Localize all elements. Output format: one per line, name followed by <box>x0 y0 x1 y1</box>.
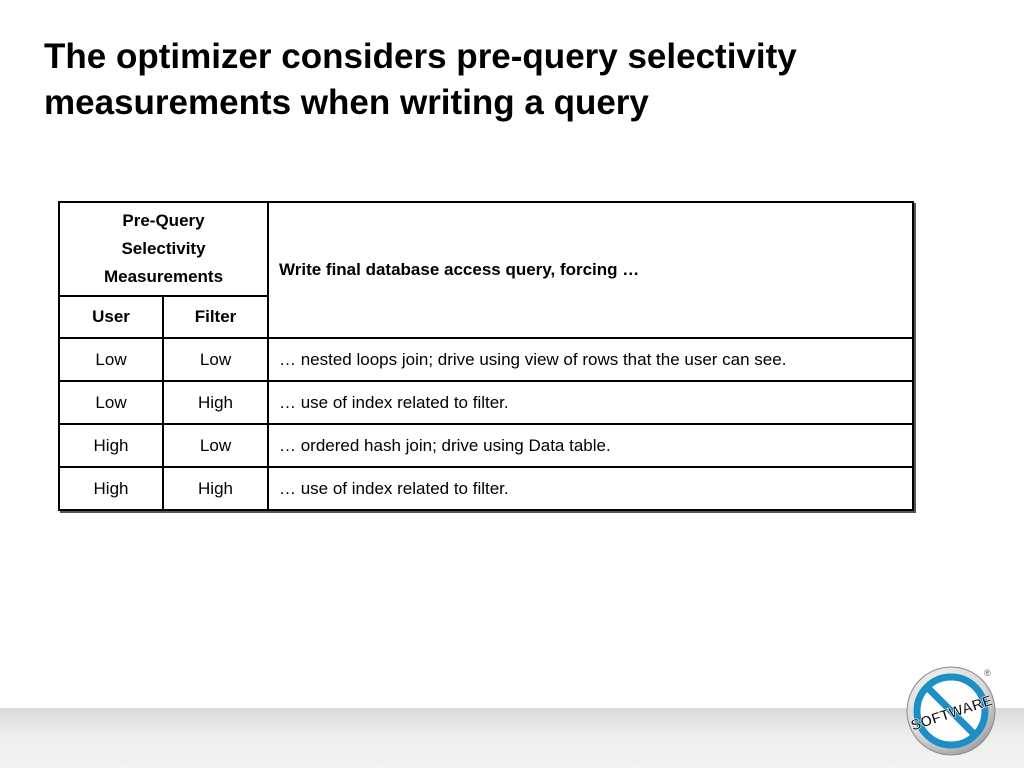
selectivity-table <box>58 201 914 511</box>
filter-cell: Low <box>163 424 268 467</box>
table-row <box>59 381 913 424</box>
logo-text: SOFTWARE <box>908 692 995 735</box>
filter-cell: Low <box>163 338 268 381</box>
action-header: Write final database access query, forcing … <box>268 202 913 338</box>
action-cell: … use of index related to filter. <box>268 467 913 510</box>
user-cell: High <box>59 424 163 467</box>
table-header-row <box>59 202 913 296</box>
no-software-logo-icon <box>905 665 997 757</box>
table-row <box>59 338 913 381</box>
action-cell: … ordered hash join; drive using Data table. <box>268 424 913 467</box>
header-line-1: Pre-Query <box>122 211 205 230</box>
filter-cell: High <box>163 381 268 424</box>
header-line-3: Measurements <box>103 267 224 286</box>
action-cell: … nested loops join; drive using view of rows that the user can see. <box>268 338 913 381</box>
user-cell: Low <box>59 338 163 381</box>
filter-column-header: Filter <box>163 296 268 338</box>
filter-cell: High <box>163 467 268 510</box>
user-cell: High <box>59 467 163 510</box>
table-row <box>59 467 913 510</box>
header-line-2: Selectivity <box>121 239 206 258</box>
slide-title: The optimizer considers pre-query selectivity measurements when writing a query <box>44 37 797 122</box>
user-cell: Low <box>59 381 163 424</box>
selectivity-table-container <box>58 201 914 511</box>
action-cell: … use of index related to filter. <box>268 381 913 424</box>
user-column-header: User <box>59 296 163 338</box>
registered-mark: ® <box>984 668 991 678</box>
pre-query-selectivity-header <box>59 202 268 296</box>
table-row <box>59 424 913 467</box>
footer-bar <box>0 708 1024 768</box>
